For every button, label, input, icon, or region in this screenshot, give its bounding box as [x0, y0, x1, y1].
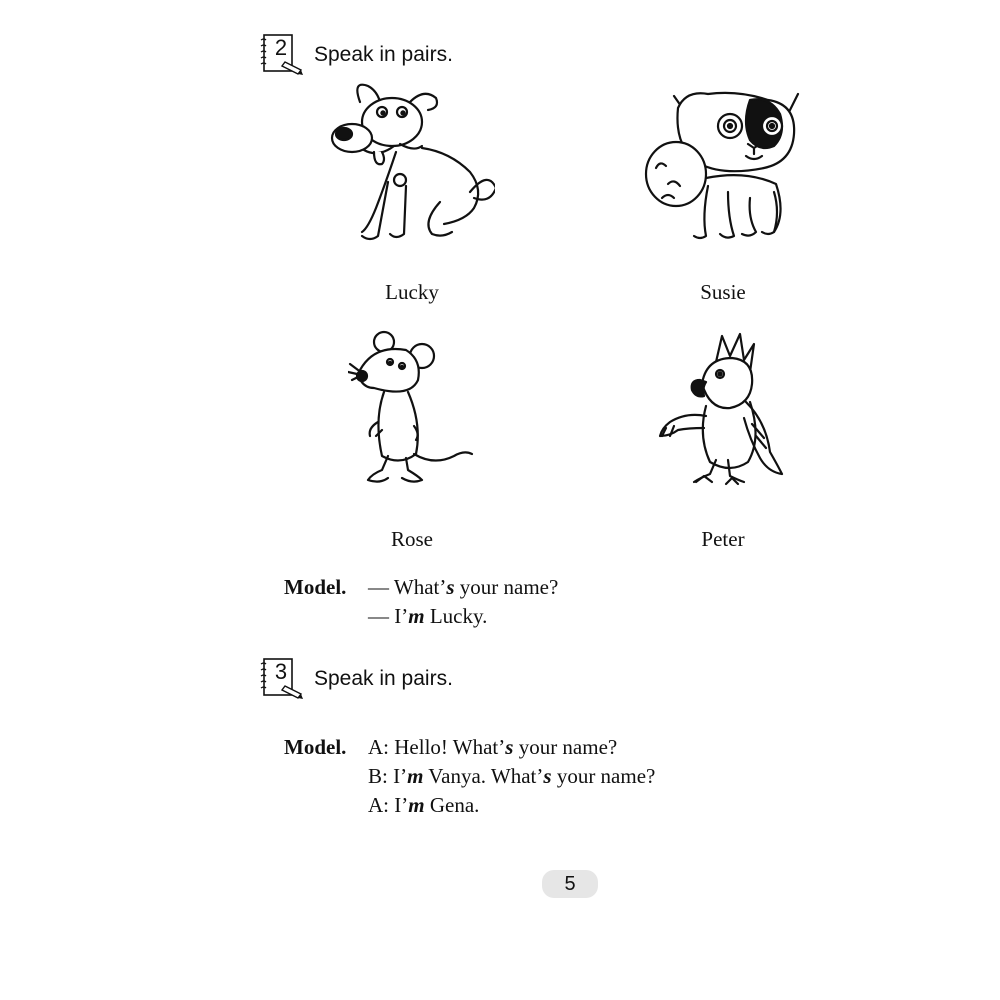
dialogue-line: A: I’m Gena.: [368, 793, 480, 817]
dialogue-line: — I’m Lucky.: [368, 604, 488, 628]
animal-caption-susie: Susie: [700, 280, 746, 304]
exercise-3-header: [258, 656, 453, 702]
dialogue-line: — What’s your name?: [368, 575, 559, 599]
model-label: Model.: [284, 735, 347, 759]
notebook-pencil-icon: [258, 656, 304, 702]
exercise-number: 3: [274, 659, 288, 684]
exercise-number: 2: [274, 35, 288, 60]
parrot-drawing: [656, 332, 786, 490]
dialogue-line: B: I’m Vanya. What’s your name?: [368, 764, 656, 788]
exercise-title: Speak in pairs.: [314, 667, 453, 690]
notebook-pencil-icon: [258, 32, 304, 78]
exercise-title: Speak in pairs.: [314, 43, 453, 66]
exercise-2-header: [258, 32, 453, 78]
animal-caption-rose: Rose: [391, 527, 433, 551]
exercise-3-model: [284, 733, 844, 823]
model-label: Model.: [284, 575, 347, 599]
dog-drawing: [330, 82, 495, 242]
dialogue-line: A: Hello! What’s your name?: [368, 735, 618, 759]
cat-drawing: [638, 88, 808, 243]
exercise-2-model: [284, 573, 784, 633]
animal-caption-lucky: Lucky: [385, 280, 439, 304]
page-number: 5: [542, 870, 598, 898]
mouse-drawing: [348, 330, 476, 490]
animal-caption-peter: Peter: [701, 527, 745, 551]
